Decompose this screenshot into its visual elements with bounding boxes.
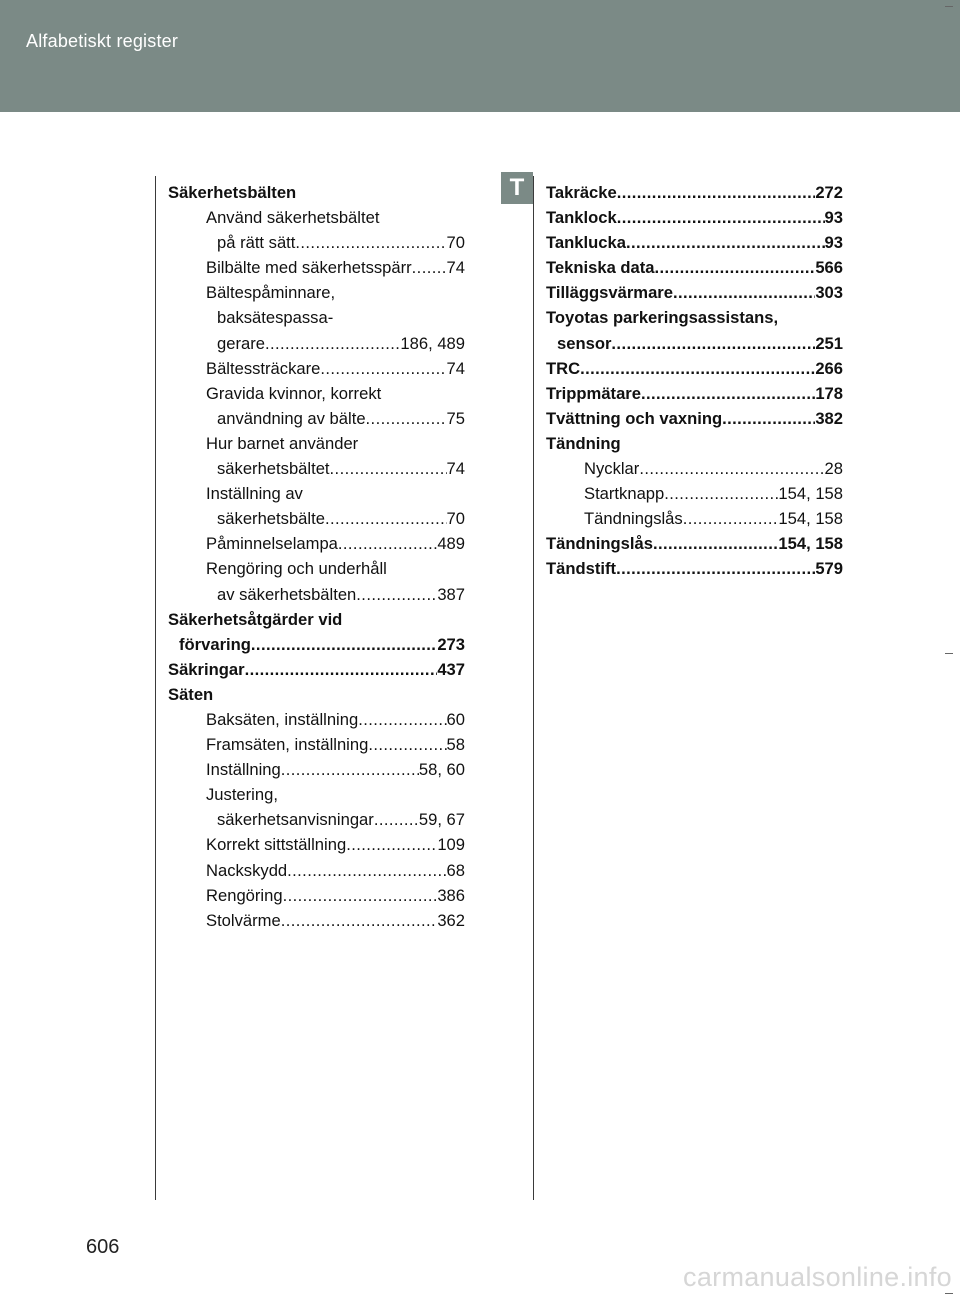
- index-entry-term: Tilläggsvärmare: [546, 283, 673, 303]
- index-entry: [168, 180, 465, 205]
- dot-leader: [366, 406, 447, 431]
- index-entry-term: Använd säkerhetsbältet: [206, 208, 380, 228]
- dot-leader: [251, 632, 437, 657]
- page-number: 606: [86, 1236, 120, 1258]
- index-entry: [168, 682, 465, 707]
- index-entry-term: Tändningslås: [584, 509, 683, 529]
- index-entry: [168, 230, 465, 255]
- index-entry: [168, 305, 465, 330]
- index-entry-page: 59, 67: [418, 810, 465, 830]
- index-entry-page: 60: [446, 709, 465, 729]
- index-entry: [168, 356, 465, 381]
- dot-leader: [639, 456, 824, 481]
- index-entry-page: 178: [815, 383, 843, 403]
- index-entry-page: 28: [824, 459, 843, 479]
- dot-leader: [295, 230, 446, 255]
- index-entry: [168, 456, 465, 481]
- index-entry: [168, 205, 465, 230]
- index-entry-page: 386: [437, 885, 465, 905]
- dot-leader: [611, 331, 815, 356]
- dot-leader: [356, 582, 437, 607]
- index-entry-term: förvaring: [179, 634, 251, 654]
- index-entry-term: Toyotas parkeringsassistans,: [546, 308, 779, 328]
- dot-leader: [368, 732, 446, 757]
- crop-mark: [945, 6, 953, 7]
- index-entry-term: Takräcke: [546, 183, 617, 202]
- index-entry: [168, 632, 465, 657]
- dot-leader: [617, 205, 825, 230]
- index-entry-term: Baksäten, inställning: [206, 709, 359, 729]
- dot-leader: [722, 406, 815, 431]
- index-entry-term: Gravida kvinnor, korrekt: [206, 383, 382, 403]
- column-divider-left: [155, 176, 156, 1200]
- index-entry-page: 154, 158: [778, 484, 843, 504]
- index-entry-term: på rätt sätt: [217, 233, 296, 253]
- dot-leader: [265, 331, 400, 356]
- index-entry: [168, 556, 465, 581]
- section-letter-badge: T: [501, 172, 533, 204]
- index-entry-page: 382: [815, 408, 843, 428]
- index-entry-term: Tändningslås: [546, 534, 653, 554]
- index-entry: [168, 406, 465, 431]
- index-entry: [546, 431, 843, 456]
- index-entry-term: Justering,: [206, 785, 278, 805]
- index-entry-term: TRC: [546, 358, 581, 378]
- index-entry-page: 74: [446, 358, 465, 378]
- index-entry: [546, 230, 843, 255]
- crop-mark: [945, 1293, 953, 1294]
- index-entry: [168, 255, 465, 280]
- index-entry: [168, 883, 465, 908]
- index-entry-page: 437: [437, 659, 465, 679]
- index-entry-page: 58, 60: [418, 760, 465, 780]
- page-header: [0, 0, 960, 112]
- index-entry: [168, 657, 465, 682]
- index-entry-page: 70: [446, 233, 465, 253]
- dot-leader: [346, 832, 437, 857]
- dot-leader: [281, 757, 419, 782]
- index-entry-term: Tanklock: [546, 208, 617, 228]
- index-entry-term: Hur barnet använder: [206, 433, 359, 453]
- dot-leader: [617, 180, 816, 205]
- index-entry-term: Tekniska data: [546, 258, 655, 278]
- dot-leader: [245, 657, 438, 682]
- index-entry: [546, 531, 843, 556]
- dot-leader: [626, 230, 825, 255]
- index-entry-term: Bilbälte med säkerhetsspärr: [206, 258, 412, 278]
- index-entry: [168, 280, 465, 305]
- header-title: Alfabetiskt register: [26, 31, 179, 51]
- dot-leader: [683, 506, 779, 531]
- index-entry-page: 251: [815, 333, 843, 353]
- index-entry-term: säkerhetsanvisningar: [217, 810, 374, 830]
- index-entry: [168, 331, 465, 356]
- dot-leader: [664, 481, 778, 506]
- index-entry: [168, 582, 465, 607]
- index-entry-page: 566: [815, 258, 843, 278]
- index-entry-page: 489: [437, 534, 465, 554]
- index-entry-page: 579: [815, 559, 843, 579]
- index-entry-page: 303: [815, 283, 843, 303]
- dot-leader: [330, 456, 447, 481]
- index-entry: [168, 481, 465, 506]
- index-entry-term: Nackskydd: [206, 860, 288, 880]
- index-entry-page: 109: [437, 835, 465, 855]
- dot-leader: [673, 280, 815, 305]
- index-entry: [546, 406, 843, 431]
- dot-leader: [616, 556, 815, 581]
- index-entry-page: 272: [815, 183, 843, 202]
- index-entry: [168, 807, 465, 832]
- dot-leader: [283, 883, 438, 908]
- dot-leader: [653, 531, 778, 556]
- dot-leader: [281, 908, 438, 933]
- index-entry-term: Påminnelselampa: [206, 534, 338, 554]
- index-column-right: [546, 180, 843, 582]
- dot-leader: [641, 381, 815, 406]
- column-divider-middle: [533, 176, 534, 1200]
- index-entry-term: Trippmätare: [546, 383, 641, 403]
- index-entry-term: Inställning av: [206, 484, 303, 504]
- index-entry-page: 68: [446, 860, 465, 880]
- index-entry-term: Korrekt sittställning: [206, 835, 347, 855]
- index-entry: [168, 757, 465, 782]
- index-entry: [546, 205, 843, 230]
- index-entry-term: Tändning: [546, 433, 621, 453]
- index-entry-term: av säkerhetsbälten: [217, 584, 357, 604]
- index-entry-term: baksätespassa-: [217, 308, 334, 328]
- index-entry-page: 93: [824, 208, 843, 228]
- index-entry: [168, 732, 465, 757]
- dot-leader: [325, 506, 447, 531]
- index-entry-page: 154, 158: [778, 509, 843, 529]
- index-entry-page: 75: [446, 408, 465, 428]
- index-entry-term: Framsäten, inställning: [206, 735, 369, 755]
- index-entry: [168, 431, 465, 456]
- index-entry-page: 70: [446, 509, 465, 529]
- watermark: carmanualsonline.info: [683, 1262, 952, 1292]
- dot-leader: [374, 807, 419, 832]
- index-entry-term: Säkerhetsåtgärder vid: [168, 609, 343, 629]
- index-entry-term: Tändstift: [546, 559, 617, 579]
- index-entry: [168, 858, 465, 883]
- index-entry-page: 58: [446, 735, 465, 755]
- index-entry-term: Tanklucka: [546, 233, 626, 253]
- index-entry-term: Tvättning och vaxning: [546, 408, 723, 428]
- index-entry: [546, 331, 843, 356]
- index-entry: [168, 531, 465, 556]
- index-entry-page: 93: [824, 233, 843, 253]
- index-entry: [546, 356, 843, 381]
- index-entry: [168, 782, 465, 807]
- index-entry-page: 387: [437, 584, 465, 604]
- index-entry: [168, 607, 465, 632]
- index-entry-term: säkerhetsbälte: [217, 509, 325, 529]
- index-entry-page: 273: [437, 634, 465, 654]
- index-entry-term: Säkerhetsbälten: [168, 183, 297, 202]
- dot-leader: [412, 255, 447, 280]
- index-entry: [546, 305, 843, 330]
- index-entry-term: Bältespåminnare,: [206, 283, 336, 303]
- index-entry-term: Startknapp: [584, 484, 665, 504]
- index-entry-term: Säkringar: [168, 659, 245, 679]
- crop-mark: [945, 653, 953, 654]
- index-entry-term: Rengöring och underhåll: [206, 559, 387, 579]
- index-entry-page: 74: [446, 258, 465, 278]
- index-entry-term: Bältessträckare: [206, 358, 321, 378]
- index-entry: [546, 280, 843, 305]
- index-entry-page: 154, 158: [778, 534, 843, 554]
- index-entry-page: 266: [815, 358, 843, 378]
- index-entry-term: säkerhetsbältet: [217, 459, 330, 479]
- dot-leader: [358, 707, 446, 732]
- index-entry: [546, 255, 843, 280]
- index-entry-term: Säten: [168, 684, 214, 704]
- index-entry-term: Inställning: [206, 760, 281, 780]
- index-entry-term: sensor: [557, 333, 612, 353]
- index-entry-term: användning av bälte: [217, 408, 366, 428]
- dot-leader: [320, 356, 446, 381]
- index-entry: [546, 381, 843, 406]
- index-entry: [546, 481, 843, 506]
- index-entry: [168, 908, 465, 933]
- dot-leader: [580, 356, 815, 381]
- index-entry-page: 74: [446, 459, 465, 479]
- index-entry: [168, 506, 465, 531]
- index-entry-term: Rengöring: [206, 885, 283, 905]
- index-entry: [168, 832, 465, 857]
- index-entry: [546, 456, 843, 481]
- index-entry: [546, 180, 843, 205]
- index-entry: [546, 556, 843, 581]
- index-entry: [546, 506, 843, 531]
- index-entry-page: 362: [437, 910, 465, 930]
- index-entry-page: 186, 489: [400, 333, 465, 353]
- dot-leader: [287, 858, 446, 883]
- index-entry: [168, 707, 465, 732]
- index-column-left: [168, 180, 465, 933]
- index-entry-term: Stolvärme: [206, 910, 281, 930]
- dot-leader: [655, 255, 816, 280]
- index-entry-term: gerare: [217, 333, 265, 353]
- index-entry: [168, 381, 465, 406]
- dot-leader: [338, 531, 437, 556]
- index-entry-term: Nycklar: [584, 459, 640, 479]
